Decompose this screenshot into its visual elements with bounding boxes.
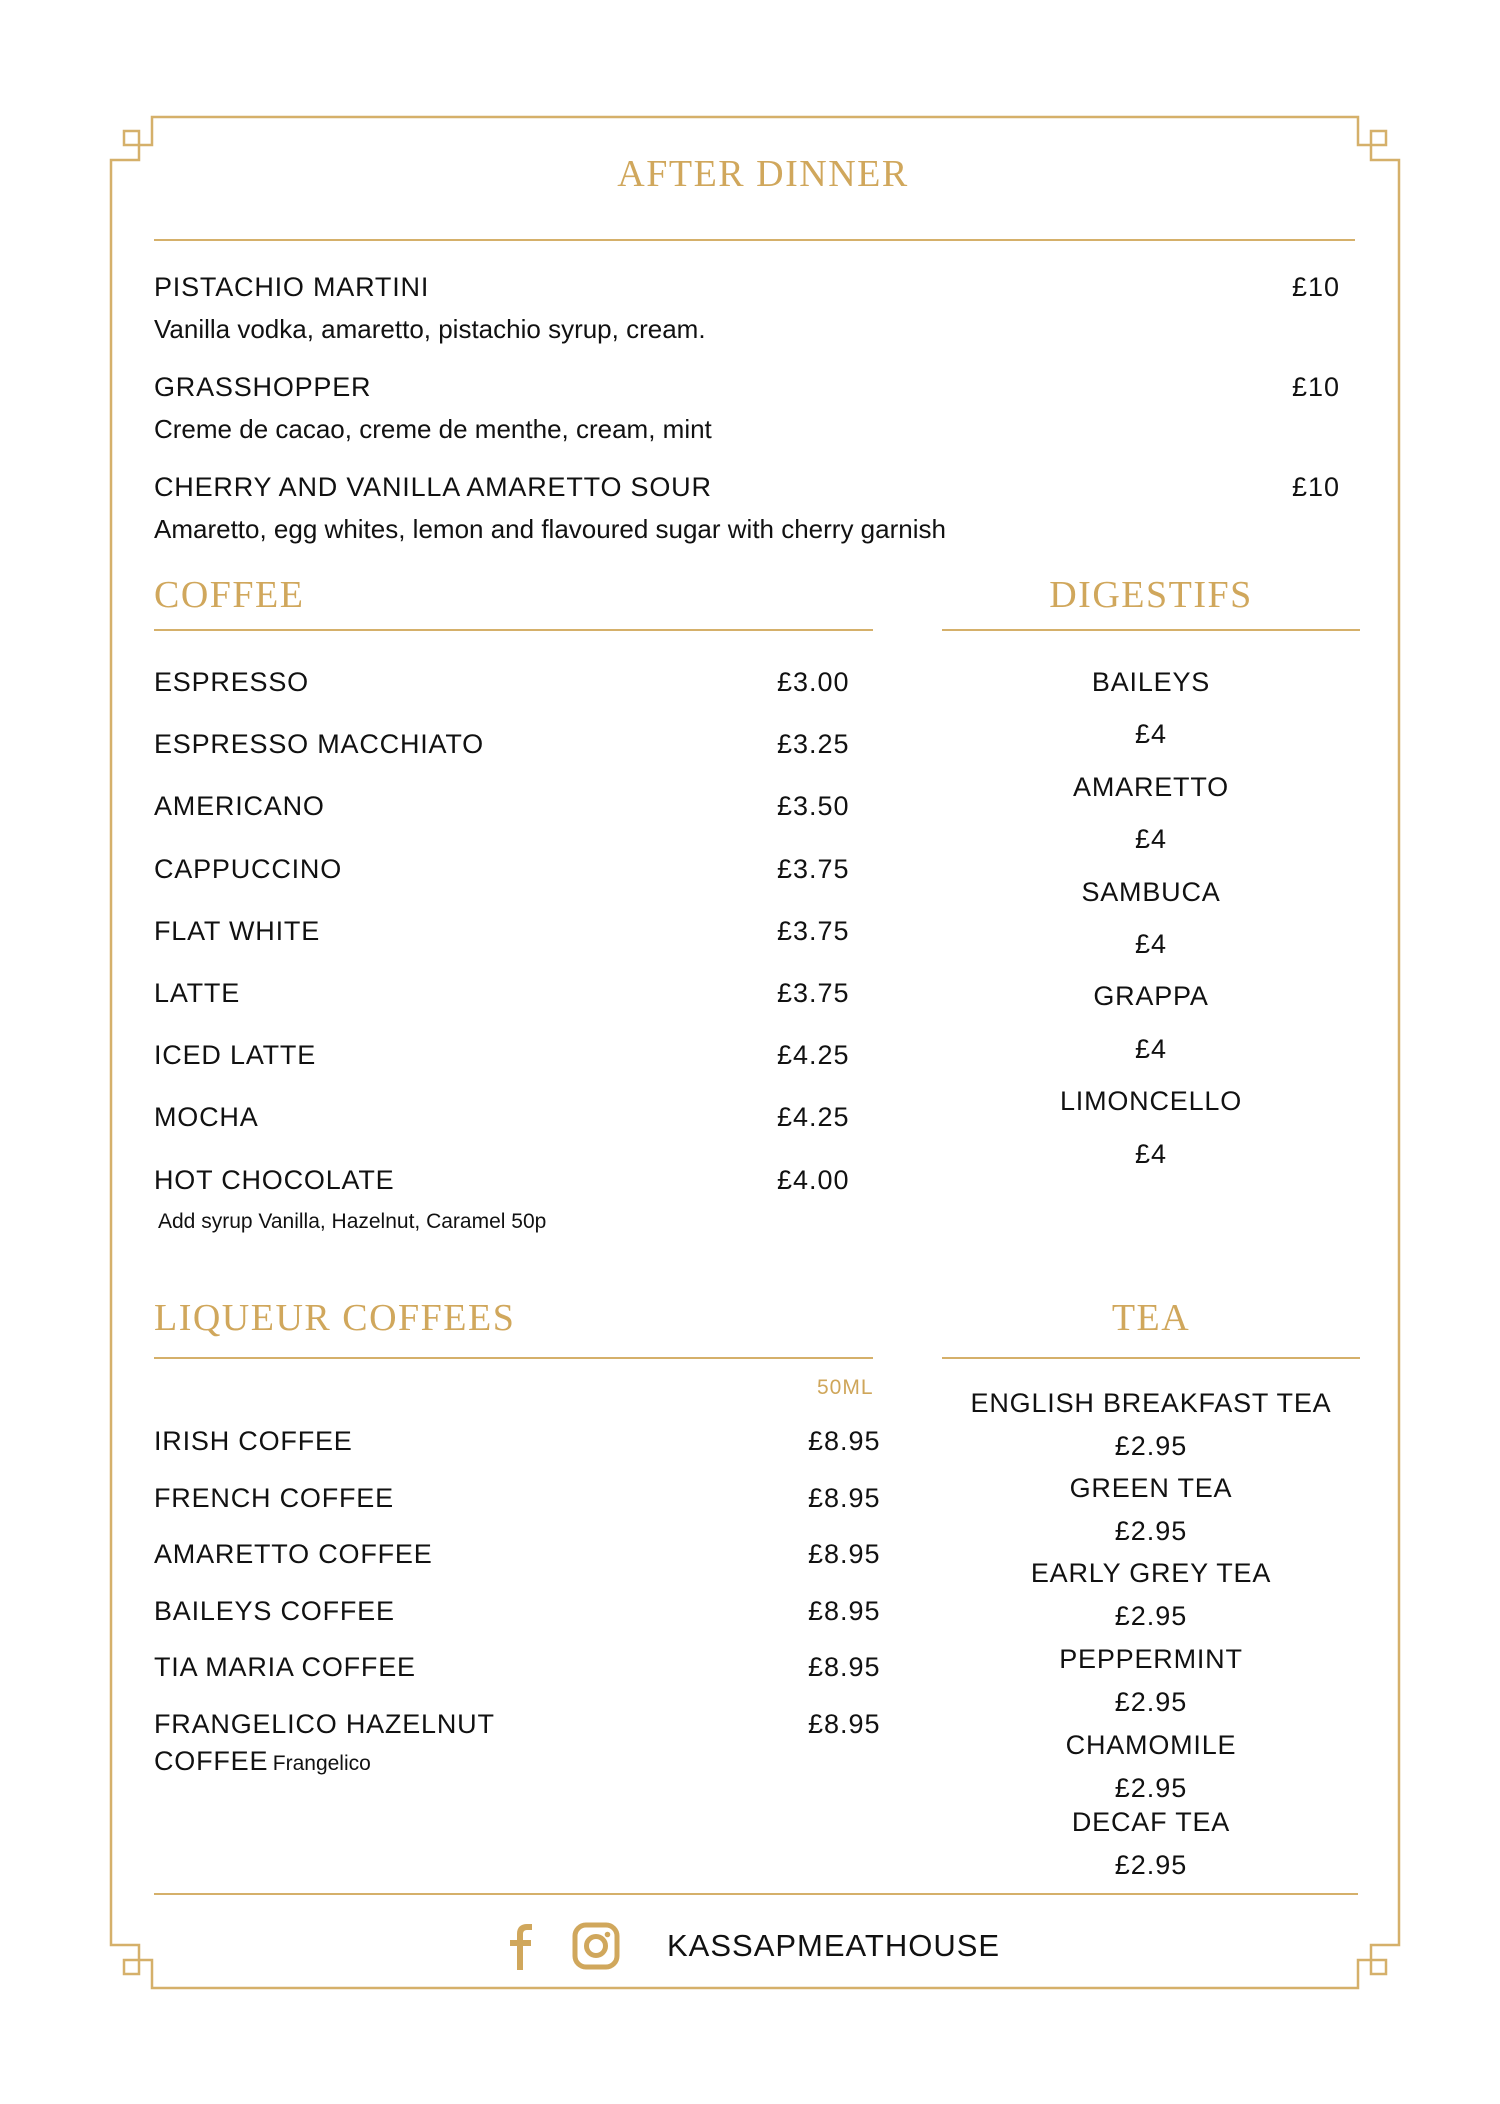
liqueur-coffee-price: £8.95 — [808, 1709, 881, 1739]
liqueur-coffee-price: £8.95 — [808, 1539, 881, 1570]
tea-price: £2.95 — [1114, 1601, 1188, 1631]
divider — [942, 1357, 1360, 1359]
cocktail-description: Creme de cacao, creme de menthe, cream, mint — [154, 414, 712, 444]
coffee-name: AMERICANO — [154, 791, 325, 822]
liqueur-coffee-name: AMARETTO COFFEE — [154, 1539, 433, 1570]
tea-name: GREEN TEA — [1069, 1473, 1233, 1503]
digestif-price: £4 — [1134, 719, 1168, 750]
social-handle: KASSAPMEATHOUSE — [667, 1928, 1001, 1963]
facebook-icon[interactable] — [508, 1924, 534, 1970]
tea-name: EARLY GREY TEA — [1030, 1558, 1272, 1588]
frangelico-second-line — [154, 1746, 371, 1777]
cocktail-price: £10 — [1291, 472, 1340, 502]
tea-name: ENGLISH BREAKFAST TEA — [970, 1388, 1332, 1418]
coffee-heading: COFFEE — [154, 574, 305, 616]
instagram-icon[interactable] — [572, 1922, 620, 1970]
digestif-name: SAMBUCA — [1081, 876, 1221, 907]
liqueur-coffee-price: £8.95 — [808, 1482, 881, 1513]
coffee-name: HOT CHOCOLATE — [154, 1164, 395, 1195]
coffee-name: ESPRESSO — [154, 667, 309, 697]
tea-heading: TEA — [1111, 1297, 1191, 1339]
cocktail-name: PISTACHIO MARTINI — [154, 272, 430, 302]
digestif-price: £4 — [1134, 929, 1168, 959]
tea-name: DECAF TEA — [1071, 1807, 1231, 1837]
cocktail-description: Amaretto, egg whites, lemon and flavoured sugar with cherry garnish — [154, 514, 946, 544]
coffee-name: LATTE — [154, 978, 241, 1008]
liqueur-coffee-price: £8.95 — [808, 1652, 881, 1683]
digestifs-heading: DIGESTIFS — [1049, 574, 1253, 616]
footer-divider — [154, 1893, 1358, 1895]
liqueur-coffee-name: IRISH COFFEE — [154, 1426, 353, 1456]
divider — [154, 1357, 873, 1359]
divider — [154, 239, 1355, 241]
digestif-price: £4 — [1134, 824, 1168, 855]
tea-price: £2.95 — [1114, 1431, 1188, 1461]
liqueur-coffee-name: TIA MARIA COFFEE — [154, 1652, 416, 1683]
digestif-name: BAILEYS — [1091, 667, 1211, 697]
liqueur-coffee-price: £8.95 — [808, 1595, 881, 1626]
cocktail-name: GRASSHOPPER — [154, 372, 372, 402]
cocktail-price: £10 — [1291, 372, 1340, 402]
digestif-name: LIMONCELLO — [1059, 1086, 1243, 1117]
cocktail-description: Vanilla vodka, amaretto, pistachio syrup, cream. — [154, 314, 706, 344]
coffee-price: £3.25 — [777, 729, 850, 760]
liqueur-coffee-name: BAILEYS COFFEE — [154, 1595, 395, 1626]
coffee-syrup-note: Add syrup Vanilla, Hazelnut, Caramel 50p — [158, 1210, 547, 1233]
coffee-price: £4.25 — [777, 1040, 850, 1071]
liqueur-coffee-name: FRANGELICO HAZELNUT — [154, 1709, 495, 1739]
coffee-price: £3.75 — [777, 853, 850, 884]
liqueur-coffee-price: £8.95 — [808, 1426, 881, 1456]
item-note: Frangelico — [272, 1752, 371, 1775]
digestif-name: AMARETTO — [1073, 771, 1229, 802]
divider — [942, 629, 1360, 631]
coffee-name: FLAT WHITE — [154, 915, 321, 946]
tea-price: £2.95 — [1114, 1773, 1188, 1803]
item-name-continued: COFFEE — [154, 1746, 269, 1776]
coffee-price: £3.00 — [777, 667, 850, 697]
tea-price: £2.95 — [1114, 1687, 1188, 1717]
after-dinner-heading: AFTER DINNER — [617, 153, 909, 195]
liqueur-coffees-heading: LIQUEUR COFFEES — [154, 1297, 516, 1339]
tea-price: £2.95 — [1114, 1516, 1188, 1546]
coffee-name: ICED LATTE — [154, 1040, 317, 1071]
coffee-price: £4.00 — [777, 1164, 850, 1195]
coffee-price: £3.50 — [777, 791, 850, 822]
coffee-price: £4.25 — [777, 1102, 850, 1133]
digestif-price: £4 — [1134, 1033, 1168, 1064]
coffee-name: CAPPUCCINO — [154, 853, 343, 884]
size-label: 50ML — [817, 1376, 874, 1399]
cocktail-name: CHERRY AND VANILLA AMARETTO SOUR — [154, 472, 712, 502]
tea-price: £2.95 — [1114, 1850, 1188, 1880]
coffee-price: £3.75 — [777, 978, 850, 1008]
divider — [154, 629, 873, 631]
coffee-name: ESPRESSO MACCHIATO — [154, 729, 484, 760]
liqueur-coffee-name: FRENCH COFFEE — [154, 1482, 394, 1513]
digestif-price: £4 — [1134, 1138, 1168, 1169]
coffee-price: £3.75 — [777, 915, 850, 946]
tea-name: PEPPERMINT — [1059, 1644, 1243, 1674]
cocktail-price: £10 — [1291, 272, 1340, 302]
coffee-name: MOCHA — [154, 1102, 259, 1133]
digestif-name: GRAPPA — [1093, 981, 1209, 1012]
tea-name: CHAMOMILE — [1065, 1730, 1237, 1760]
